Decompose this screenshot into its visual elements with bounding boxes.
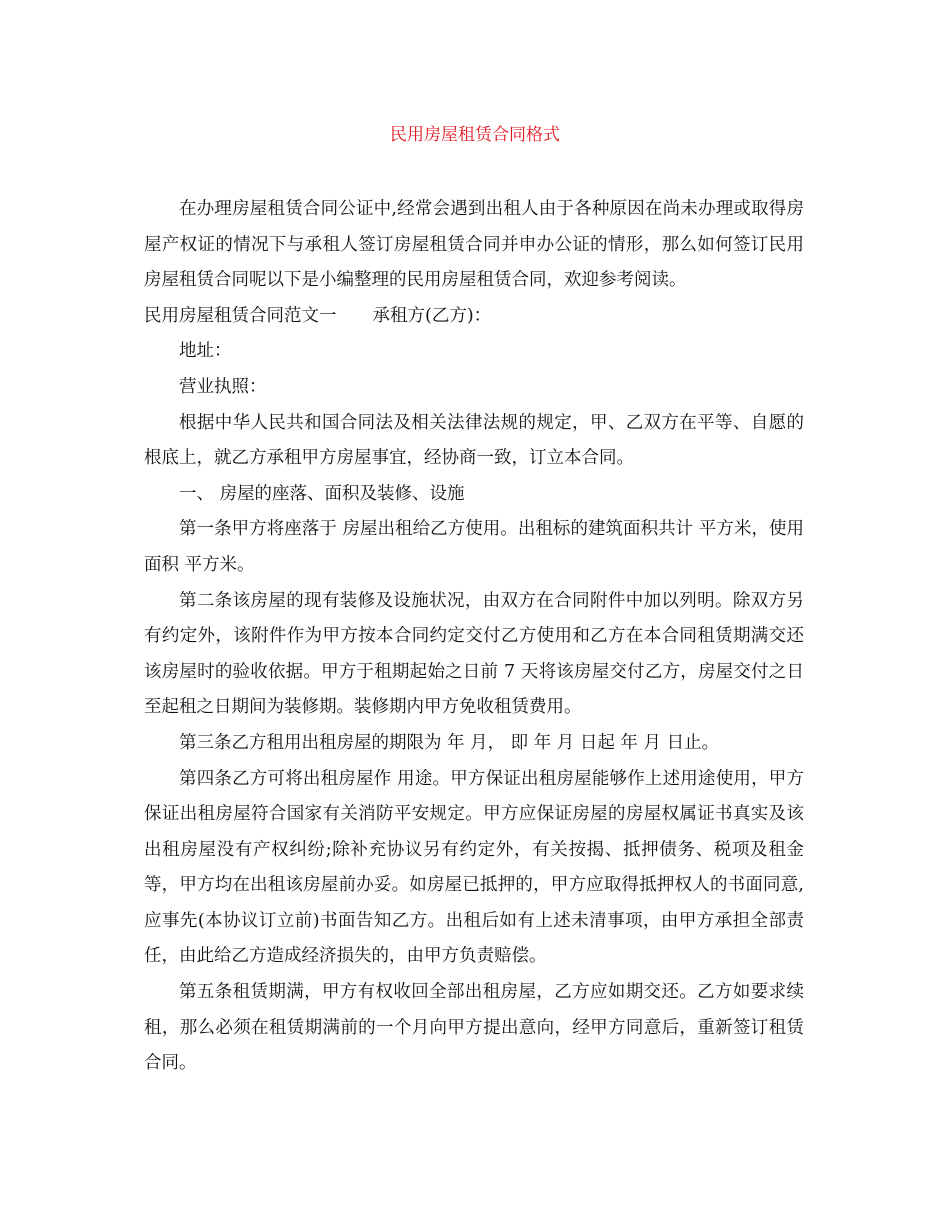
article-5: 第五条租赁期满，甲方有权收回全部出租房屋，乙方应如期交还。乙方如要求续租，那么必须在租赁期满前的一个月向甲方提出意向，经甲方同意后，重新签订租赁合同。 — [144, 982, 804, 1074]
article-1: 第一条甲方将座落于 房屋出租给乙方使用。出租标的建筑面积共计 平方米，使用面积 平方米。 — [144, 519, 804, 575]
section-heading-line — [144, 299, 804, 335]
section-label: 民用房屋租赁合同范文一 — [144, 305, 337, 326]
chapter-heading: 一、 房屋的座落、面积及装修、设施 — [179, 483, 465, 504]
intro-paragraph: 在办理房屋租赁合同公证中,经常会遇到出租人由于各种原因在尚未办理或取得房屋产权证的情况下与承租人签订房屋租赁合同并申办公证的情形，那么如何签订民用房屋租赁合同呢以下是小编整理的民用房屋租赁合同，欢迎参考阅读。 — [144, 199, 804, 291]
document-body — [144, 192, 804, 1082]
document-title: 民用房屋租赁合同格式 — [390, 125, 560, 145]
party-label: 承租方(乙方)： — [372, 305, 492, 326]
preamble-paragraph: 根据中华人民共和国合同法及相关法律法规的规定，甲、乙双方在平等、自愿的根底上，就乙方承租甲方房屋事宜，经协商一致，订立本合同。 — [144, 412, 804, 469]
address-line: 地址： — [179, 341, 232, 362]
article-4: 第四条乙方可将出租房屋作 用途。甲方保证出租房屋能够作上述用途使用，甲方保证出租房屋符合国家有关消防平安规定。甲方应保证房屋的房屋权属证书真实及该出租房屋没有产权纠纷;除补充协议另有约定外，有关按揭、抵押债务、税项及租金等，甲方均在出租该房屋前办妥。如房屋已抵押的，甲方应取得抵押权人的书面同意, 应事先(本协议订立前)书面告知乙方。出租后如有上述未清事项，由甲方承担全部责任，由此给乙方造成经济损失的，由甲方负责赔偿。 — [144, 768, 804, 967]
article-3: 第三条乙方租用出租房屋的期限为 年 月， 即 年 月 日起 年 月 日止。 — [179, 732, 720, 753]
article-2: 第二条该房屋的现有装修及设施状况，由双方在合同附件中加以列明。除双方另有约定外，该附件作为甲方按本合同约定交付乙方使用和乙方在本合同租赁期满交还该房屋时的验收依据。甲方于租期起始之日前 7 天将该房屋交付乙方，房屋交付之日至起租之日期间为装修期。装修期内甲方免收租赁费用。 — [144, 590, 804, 718]
business-license-line: 营业执照： — [179, 376, 267, 397]
